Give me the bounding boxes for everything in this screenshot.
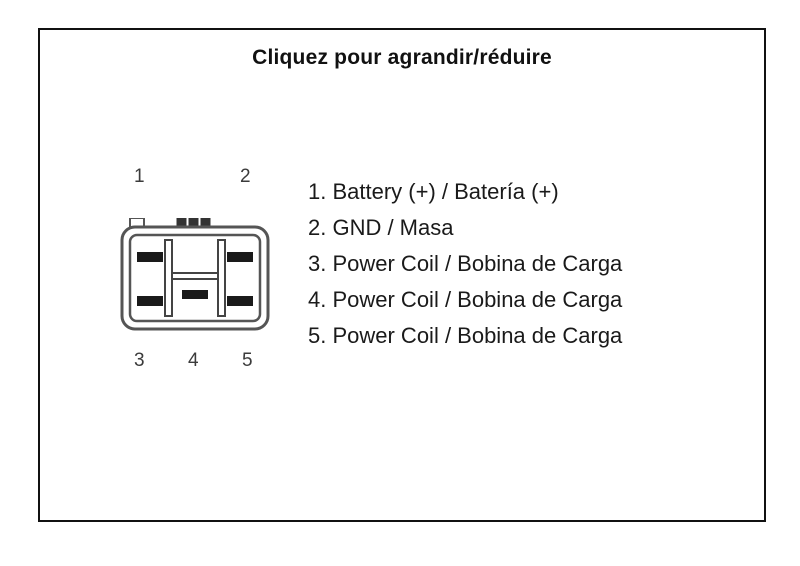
pin-legend xyxy=(308,174,758,354)
list-item: 1. Battery (+) / Batería (+) xyxy=(308,179,559,204)
list-item: 5. Power Coil / Bobina de Carga xyxy=(308,323,623,348)
list-item: 4. Power Coil / Bobina de Carga xyxy=(308,287,623,312)
diagram-frame xyxy=(38,28,766,522)
pin-label-1: 1 xyxy=(134,166,145,187)
connector-diagram xyxy=(90,150,305,390)
pin-label-2: 2 xyxy=(240,166,251,187)
pin-label-4: 4 xyxy=(188,350,199,371)
list-item: 2. GND / Masa xyxy=(308,215,454,240)
pin-label-5: 5 xyxy=(242,350,253,371)
connector-housing-graphic xyxy=(120,218,260,330)
page-title: Cliquez pour agrandir/réduire xyxy=(252,46,552,69)
pin-label-3: 3 xyxy=(134,350,145,371)
list-item: 3. Power Coil / Bobina de Carga xyxy=(308,251,623,276)
connector-svg xyxy=(120,218,270,338)
